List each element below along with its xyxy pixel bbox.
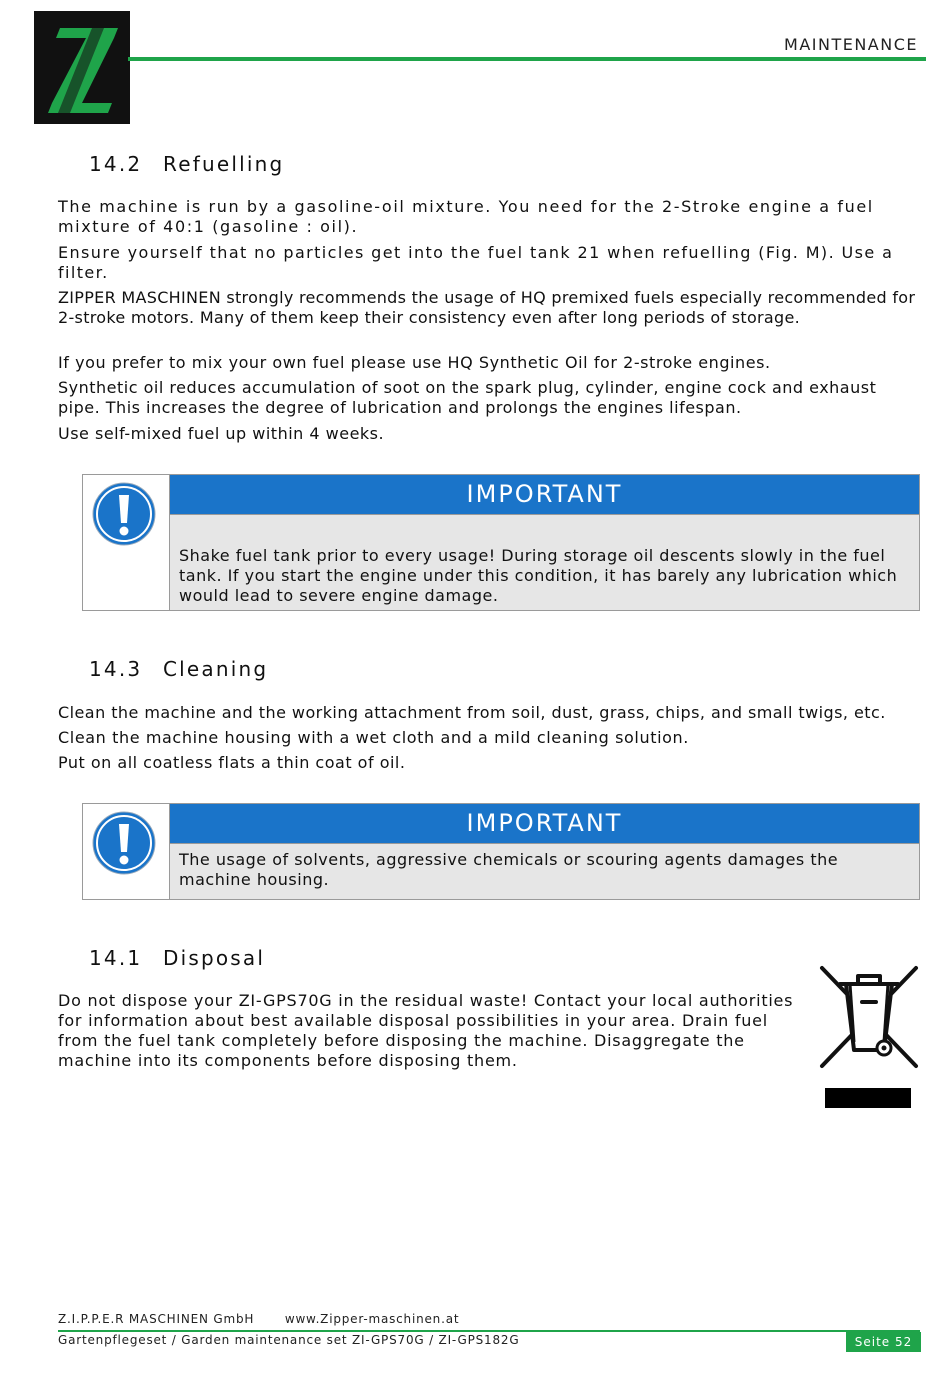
heading-number: 14.2 [89, 152, 143, 176]
heading-title: Cleaning [163, 657, 269, 681]
exclamation-icon [91, 481, 157, 547]
heading-number: 14.3 [89, 657, 143, 681]
important-text: Shake fuel tank prior to every usage! During storage oil descents slowly in the fuel tank. If you start the engine under this condition, it has barely any lubrication which would lead to severe engine damage. [179, 546, 898, 605]
heading-title: Refuelling [163, 152, 285, 176]
important-icon-cell [83, 475, 170, 610]
cleaning-paragraph: Clean the machine housing with a wet cloth and a mild cleaning solution. [58, 728, 689, 747]
footer-rule [58, 1330, 920, 1332]
important-label: IMPORTANT [170, 475, 919, 514]
footer-website-link[interactable]: www.Zipper-maschinen.at [284, 1312, 460, 1326]
zipper-logo [34, 11, 130, 124]
footer-company: Z.I.P.P.E.R MASCHINEN GmbH [58, 1312, 255, 1326]
heading-title: Disposal [163, 946, 266, 970]
refuelling-paragraph: Use self-mixed fuel up within 4 weeks. [58, 424, 385, 443]
important-notice-cleaning [82, 803, 920, 900]
important-notice-refuelling [82, 474, 920, 611]
important-icon-cell [83, 804, 170, 899]
header-rule [128, 57, 926, 61]
important-body [170, 514, 919, 610]
important-text: The usage of solvents, aggressive chemicals or scouring agents damages the machine housing. [179, 850, 839, 889]
refuelling-paragraph: If you prefer to mix your own fuel please use HQ Synthetic Oil for 2-stroke engines. [58, 353, 771, 372]
refuelling-paragraph: ZIPPER MASCHINEN strongly recommends the usage of HQ premixed fuels especially recommended for 2-stroke motors. Many of them keep their consistency even after long periods of storage. [58, 288, 916, 327]
refuelling-paragraph: Ensure yourself that no particles get into the fuel tank 21 when refuelling (Fig. M). Use a filter. [58, 243, 894, 282]
heading-disposal [89, 946, 265, 970]
footer-company-line [58, 1312, 459, 1326]
heading-number: 14.1 [89, 946, 143, 970]
important-label: IMPORTANT [170, 804, 919, 843]
heading-cleaning [89, 657, 268, 681]
important-body [170, 843, 919, 899]
refuelling-paragraph: The machine is run by a gasoline-oil mixture. You need for the 2-Stroke engine a fuel mixture of 40:1 (gasoline : oil). [58, 197, 874, 236]
heading-refuelling [89, 152, 284, 176]
header-section-title: MAINTENANCE [784, 35, 918, 54]
refuelling-paragraph: Synthetic oil reduces accumulation of soot on the spark plug, cylinder, engine cock and exhaust pipe. This increases the degree of lubrication and prolongs the engines lifespan. [58, 378, 877, 417]
footer-product: Gartenpflegeset / Garden maintenance set ZI-GPS70G / ZI-GPS182G [58, 1333, 520, 1347]
page-number-badge: Seite 52 [846, 1332, 921, 1352]
crossed-out-wheelie-bin-icon [818, 962, 920, 1110]
cleaning-paragraph: Put on all coatless flats a thin coat of oil. [58, 753, 406, 772]
disposal-paragraph: Do not dispose your ZI-GPS70G in the residual waste! Contact your local authorities for information about best available disposal possibilities in your area. Drain fuel from the fuel tank completely before disposing the machine. Disaggregate the machine into its components before disposing them. [58, 991, 794, 1070]
exclamation-icon [91, 810, 157, 876]
cleaning-paragraph: Clean the machine and the working attachment from soil, dust, grass, chips, and small twigs, etc. [58, 703, 886, 722]
